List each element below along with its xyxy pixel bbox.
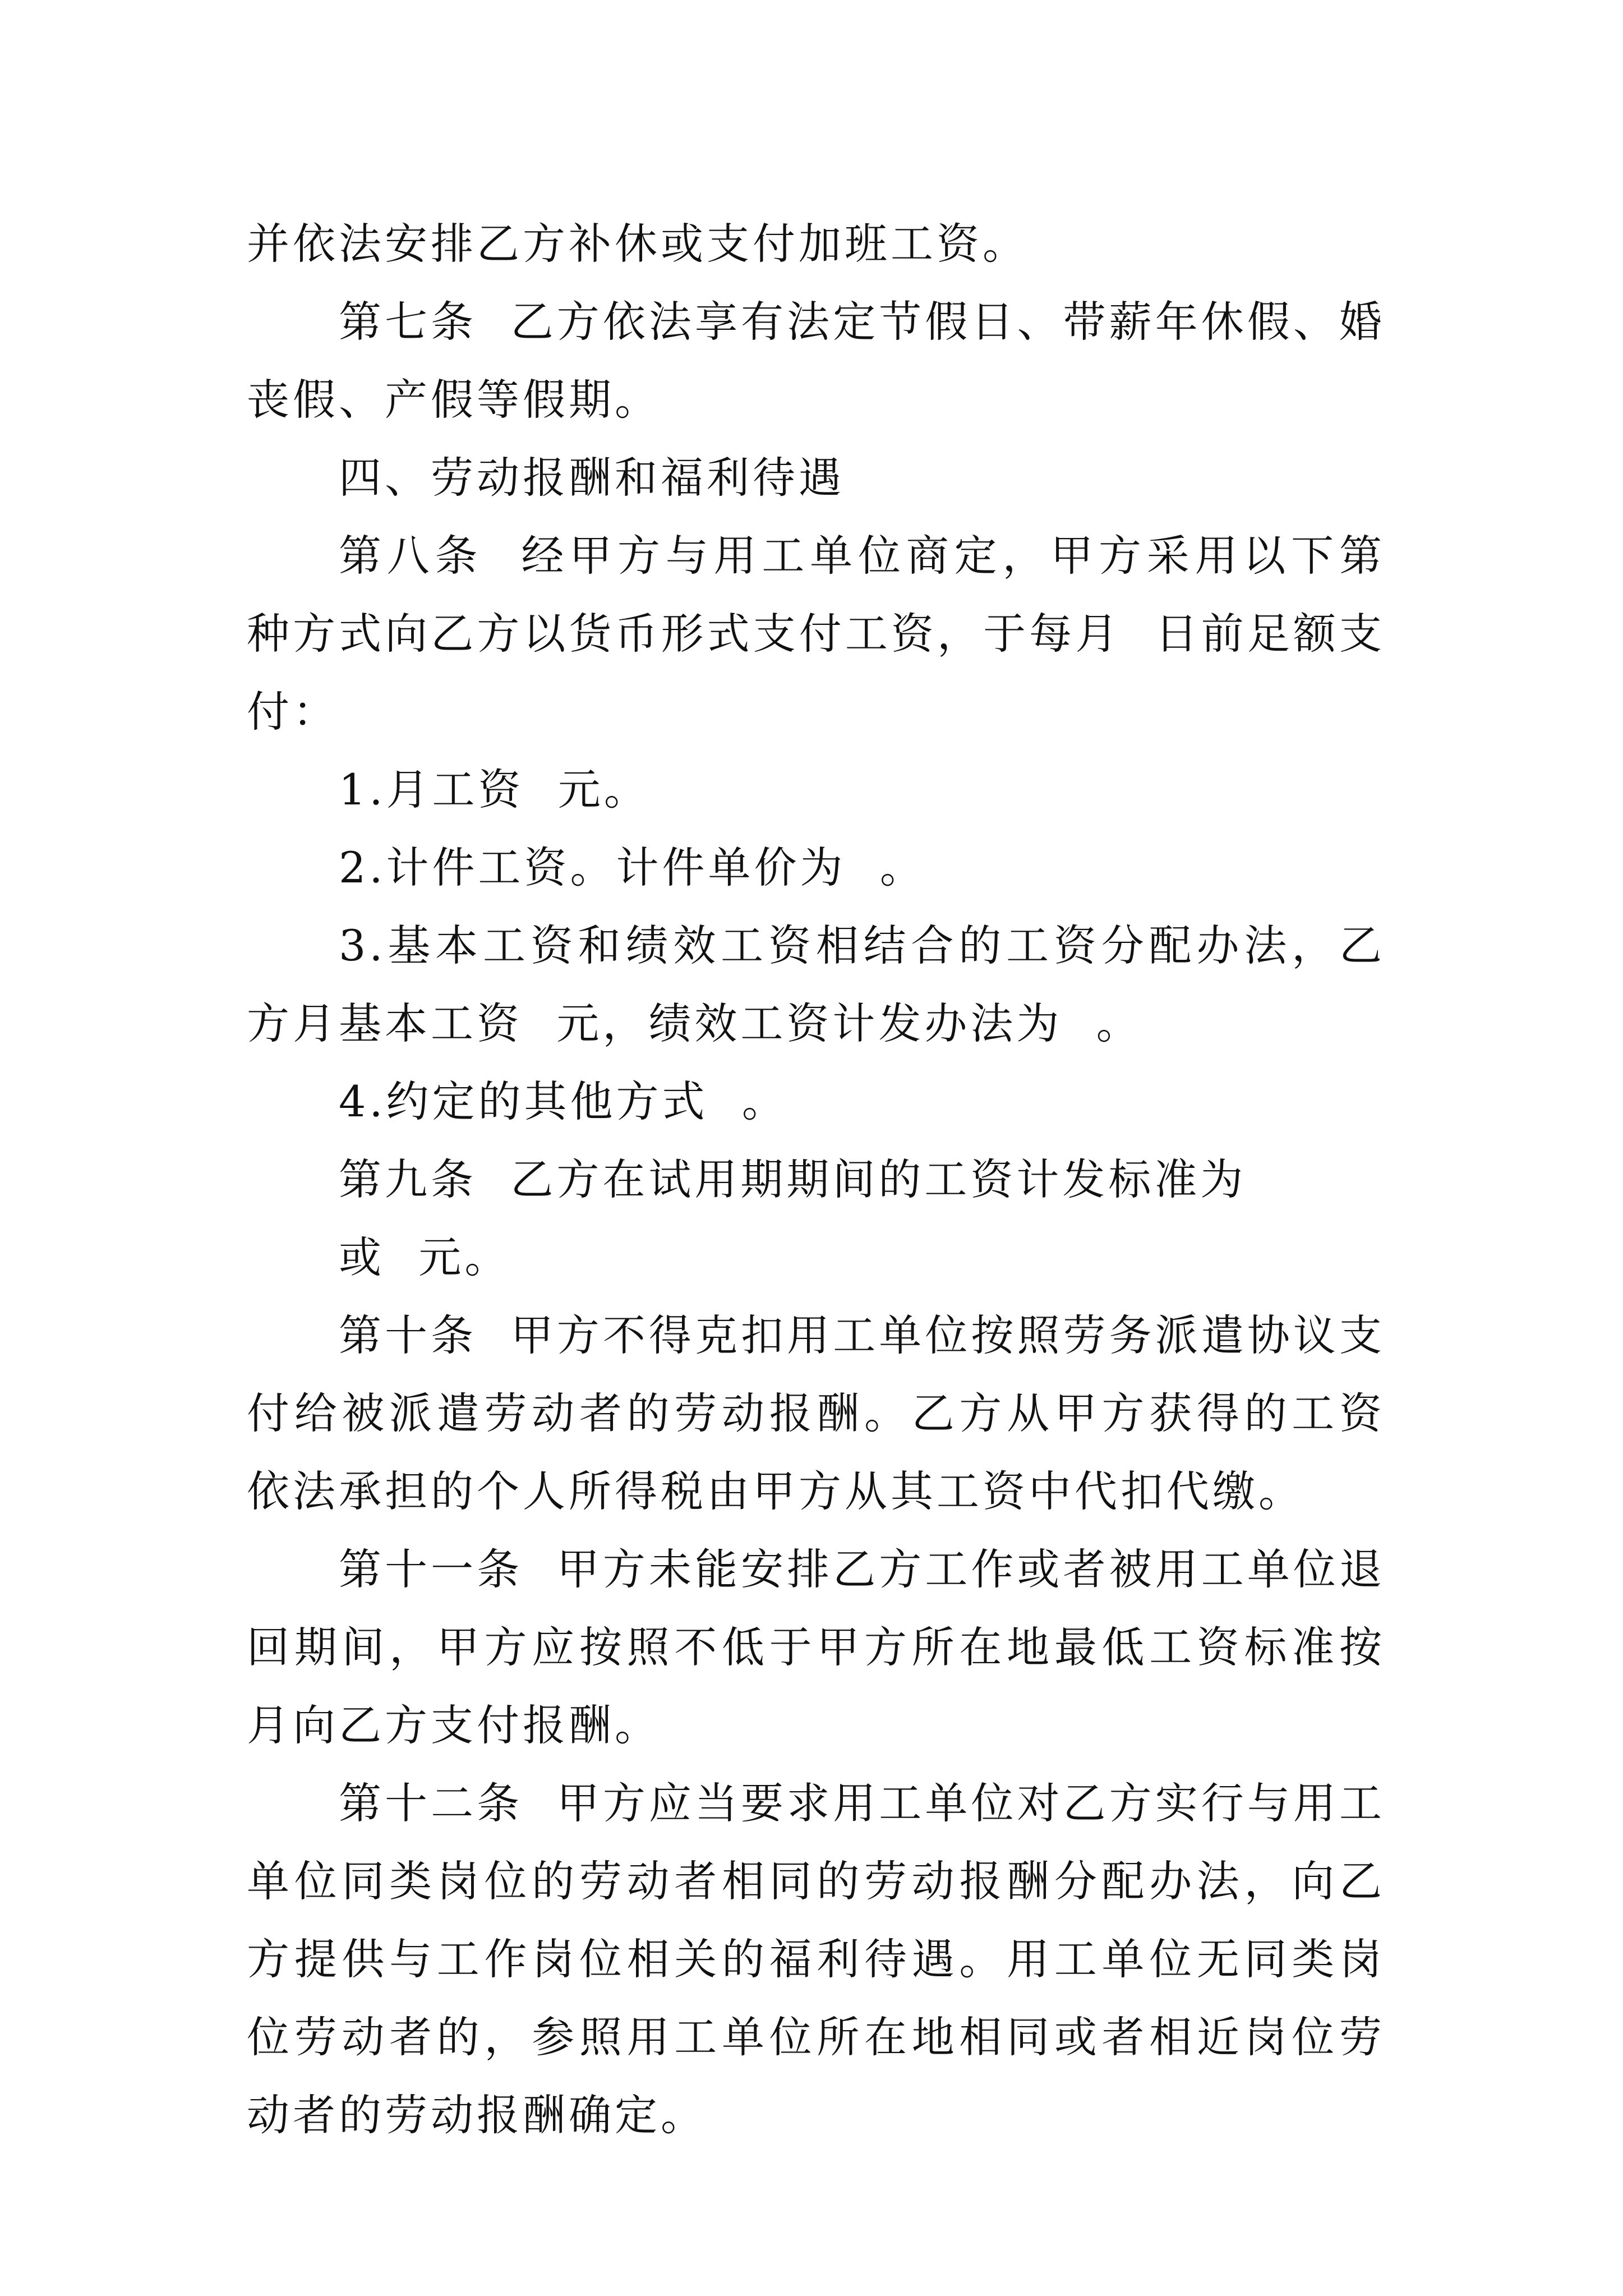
- article-10: 第十条 甲方不得克扣用工单位按照劳务派遣协议支付给被派遣劳动者的劳动报酬。乙方从甲方获得的工资依法承担的个人所得税由甲方从其工资中代扣代缴。: [247, 1310, 1385, 1516]
- section-heading-4: 四、劳动报酬和福利待遇: [339, 453, 845, 503]
- paragraph-continuation: 并依法安排乙方补休或支付加班工资。: [247, 219, 1029, 269]
- article-12: 第十二条 甲方应当要求用工单位对乙方实行与用工单位同类岗位的劳动者相同的劳动报酬分配办法，向乙方提供与工作岗位相关的福利待遇。用工单位无同类岗位劳动者的，参照用工单位所在地相同或者相近岗位劳动者的劳动报酬确定。: [247, 1778, 1385, 2140]
- article-8: 第八条 经甲方与用工单位商定，甲方采用以下第 种方式向乙方以货币形式支付工资，于每月 日前足额支付：: [247, 531, 1419, 737]
- article-11: 第十一条 甲方未能安排乙方工作或者被用工单位退回期间，甲方应按照不低于甲方所在地最低工资标准按月向乙方支付报酬。: [247, 1544, 1385, 1750]
- article-9-continuation: 或 元。: [339, 1232, 511, 1282]
- article-9: 第九条 乙方在试用期期间的工资计发标准为: [339, 1154, 1247, 1204]
- article-8-item-4: 4.约定的其他方式 。: [339, 1076, 788, 1126]
- document-body: [247, 205, 1419, 2154]
- article-7: 第七条 乙方依法享有法定节假日、带薪年休假、婚丧假、产假等假期。: [247, 297, 1385, 425]
- article-8-item-1: 1.月工资 元。: [339, 765, 650, 815]
- article-8-item-3: 3.基本工资和绩效工资相结合的工资分配办法，乙方月基本工资 元，绩效工资计发办法为 。: [247, 921, 1385, 1048]
- article-8-item-2: 2.计件工资。计件单价为 。: [339, 843, 926, 892]
